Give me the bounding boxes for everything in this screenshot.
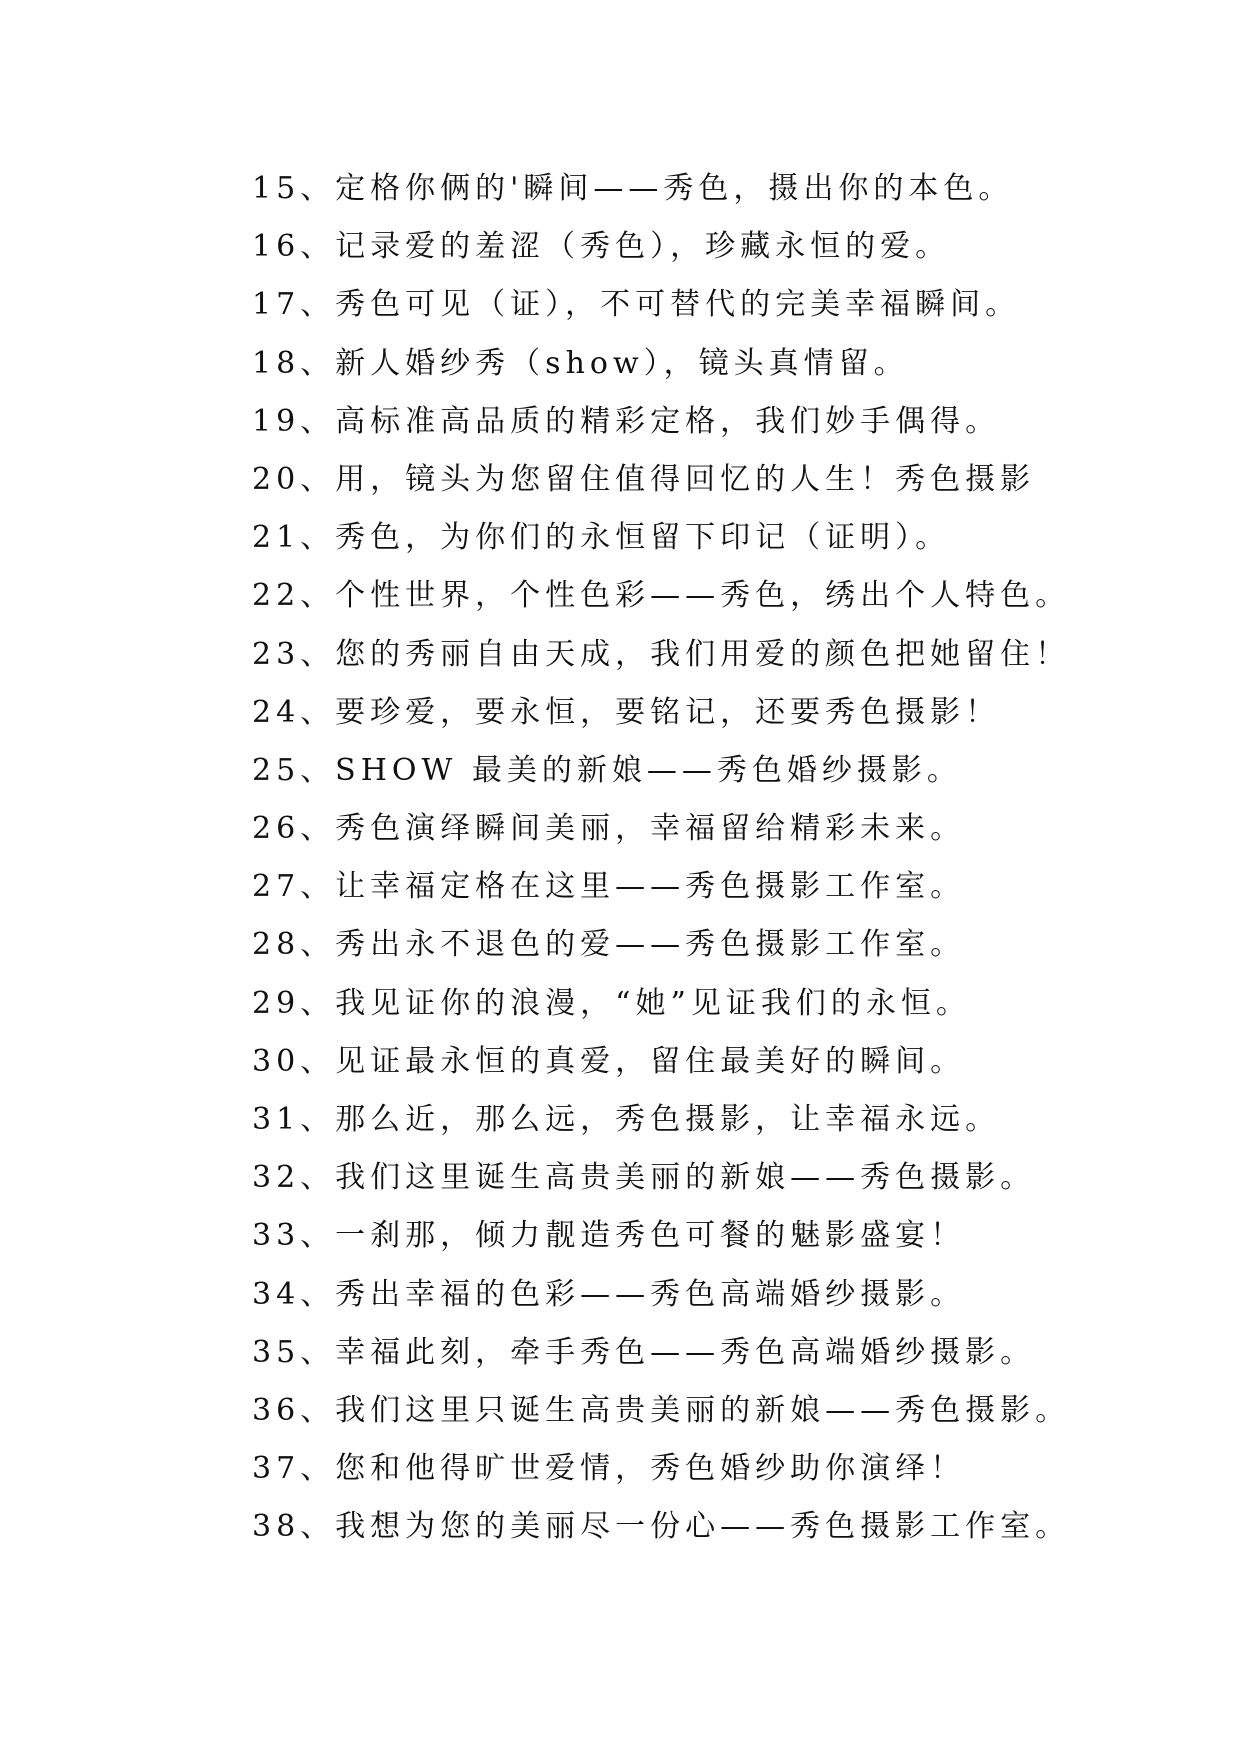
slogan-line-17: 17、秀色可见（证），不可替代的完美幸福瞬间。 [252,287,1021,323]
slogan-line-34: 34、秀出幸福的色彩——秀色高端婚纱摄影。 [252,1276,966,1312]
slogan-line-28: 28、秀出永不退色的爱——秀色摄影工作室。 [252,927,966,963]
slogan-line-16: 16、记录爱的羞涩（秀色），珍藏永恒的爱。 [252,229,951,265]
slogan-line-25: 25、SHOW 最美的新娘——秀色婚纱摄影。 [252,752,962,788]
slogan-line-23: 23、您的秀丽自由天成，我们用爱的颜色把她留住！ [252,636,1071,672]
slogan-line-22: 22、个性世界，个性色彩——秀色，绣出个人特色。 [252,578,1071,614]
slogan-line-19: 19、高标准高品质的精彩定格，我们妙手偶得。 [252,403,1001,439]
slogan-line-32: 32、我们这里诞生高贵美丽的新娘——秀色摄影。 [252,1160,1036,1196]
slogan-line-30: 30、见证最永恒的真爱，留住最美好的瞬间。 [252,1043,966,1079]
slogan-line-37: 37、您和他得旷世爱情，秀色婚纱助你演绎！ [252,1451,966,1487]
slogan-line-38: 38、我想为您的美丽尽一份心——秀色摄影工作室。 [252,1509,1071,1545]
slogan-line-20: 20、用，镜头为您留住值得回忆的人生！秀色摄影 [252,461,1036,497]
slogan-line-24: 24、要珍爱，要永恒，要铭记，还要秀色摄影！ [252,694,1001,730]
slogan-line-31: 31、那么近，那么远，秀色摄影，让幸福永远。 [252,1102,1001,1137]
slogan-line-15: 15、定格你俩的'瞬间——秀色，摄出你的本色。 [252,171,1014,206]
slogan-line-21: 21、秀色，为你们的永恒留下印记（证明）。 [252,520,951,556]
slogan-line-18: 18、新人婚纱秀（show），镜头真情留。 [252,345,909,381]
slogan-line-29: 29、我见证你的浪漫，“她”见证我们的永恒。 [252,985,971,1021]
slogan-list [252,160,1212,1557]
slogan-line-36: 36、我们这里只诞生高贵美丽的新娘——秀色摄影。 [252,1392,1071,1428]
slogan-line-33: 33、一刹那，倾力靓造秀色可餐的魅影盛宴！ [252,1218,966,1254]
slogan-line-35: 35、幸福此刻，牵手秀色——秀色高端婚纱摄影。 [252,1334,1036,1370]
slogan-line-26: 26、秀色演绎瞬间美丽，幸福留给精彩未来。 [252,811,966,847]
slogan-line-27: 27、让幸福定格在这里——秀色摄影工作室。 [252,869,966,905]
